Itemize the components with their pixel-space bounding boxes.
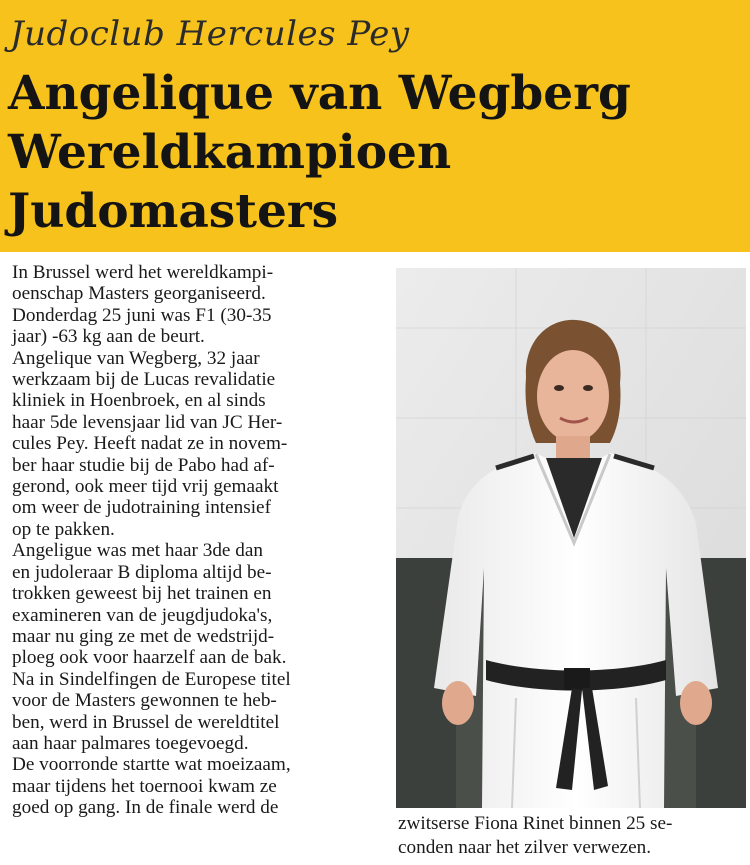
article-line: ploeg ook voor haarzelf aan de bak. — [12, 647, 287, 669]
article-line: maar tijdens het toernooi kwam ze — [12, 775, 277, 797]
article-line: aan haar palmares toegevoegd. — [12, 732, 249, 754]
article-line: oenschap Masters georganiseerd. — [12, 283, 266, 305]
article-line: maar nu ging ze met de wedstrijd- — [12, 625, 275, 647]
article-line: werkzaam bij de Lucas revalidatie — [12, 369, 276, 391]
caption-line: conden naar het zilver verwezen. — [398, 837, 652, 858]
article-line: op te pakken. — [12, 518, 115, 540]
article-line: Na in Sindelfingen de Europese titel — [12, 668, 291, 690]
club-name: Judoclub Hercules Pey — [10, 14, 410, 54]
article-line: haar 5de levensjaar lid van JC Her- — [12, 411, 283, 433]
headline — [8, 64, 631, 241]
article-body — [12, 262, 376, 819]
article-line: om weer de judotraining intensief — [12, 497, 271, 519]
article-line: goed op gang. In de finale werd de — [12, 797, 279, 819]
article-line: examineren van de jeugdjudoka's, — [12, 604, 273, 626]
article-line: en judoleraar B diploma altijd be- — [12, 561, 272, 583]
article-line: kliniek in Hoenbroek, en al sinds — [12, 390, 266, 412]
article-line: gerond, ook meer tijd vrij gemaakt — [12, 476, 279, 498]
headline-line-3: Judomasters — [8, 184, 339, 239]
article-line: ber haar studie bij de Pabo had af- — [12, 454, 275, 476]
article-line: jaar) -63 kg aan de beurt. — [12, 326, 205, 348]
article-line: voor de Masters gewonnen te heb- — [12, 690, 277, 712]
headline-line-2: Wereldkampioen — [8, 125, 452, 180]
article-line: trokken geweest bij het trainen en — [12, 583, 272, 605]
article-line: Donderdag 25 juni was F1 (30-35 — [12, 304, 272, 326]
article-line: Angeligue was met haar 3de dan — [12, 540, 263, 562]
article-line: ben, werd in Brussel de wereldtitel — [12, 711, 280, 733]
headline-line-1: Angelique van Wegberg — [8, 66, 631, 121]
article-line: De voorronde startte wat moeizaam, — [12, 754, 291, 776]
header-banner — [0, 0, 750, 252]
article-line: In Brussel werd het wereldkampi- — [12, 262, 274, 283]
caption-line: zwitserse Fiona Rinet binnen 25 se- — [398, 813, 673, 834]
judoka-photo — [396, 268, 746, 808]
article-line: Angelique van Wegberg, 32 jaar — [12, 347, 260, 369]
article-line: cules Pey. Heeft nadat ze in novem- — [12, 433, 288, 455]
photo-caption — [398, 812, 748, 860]
